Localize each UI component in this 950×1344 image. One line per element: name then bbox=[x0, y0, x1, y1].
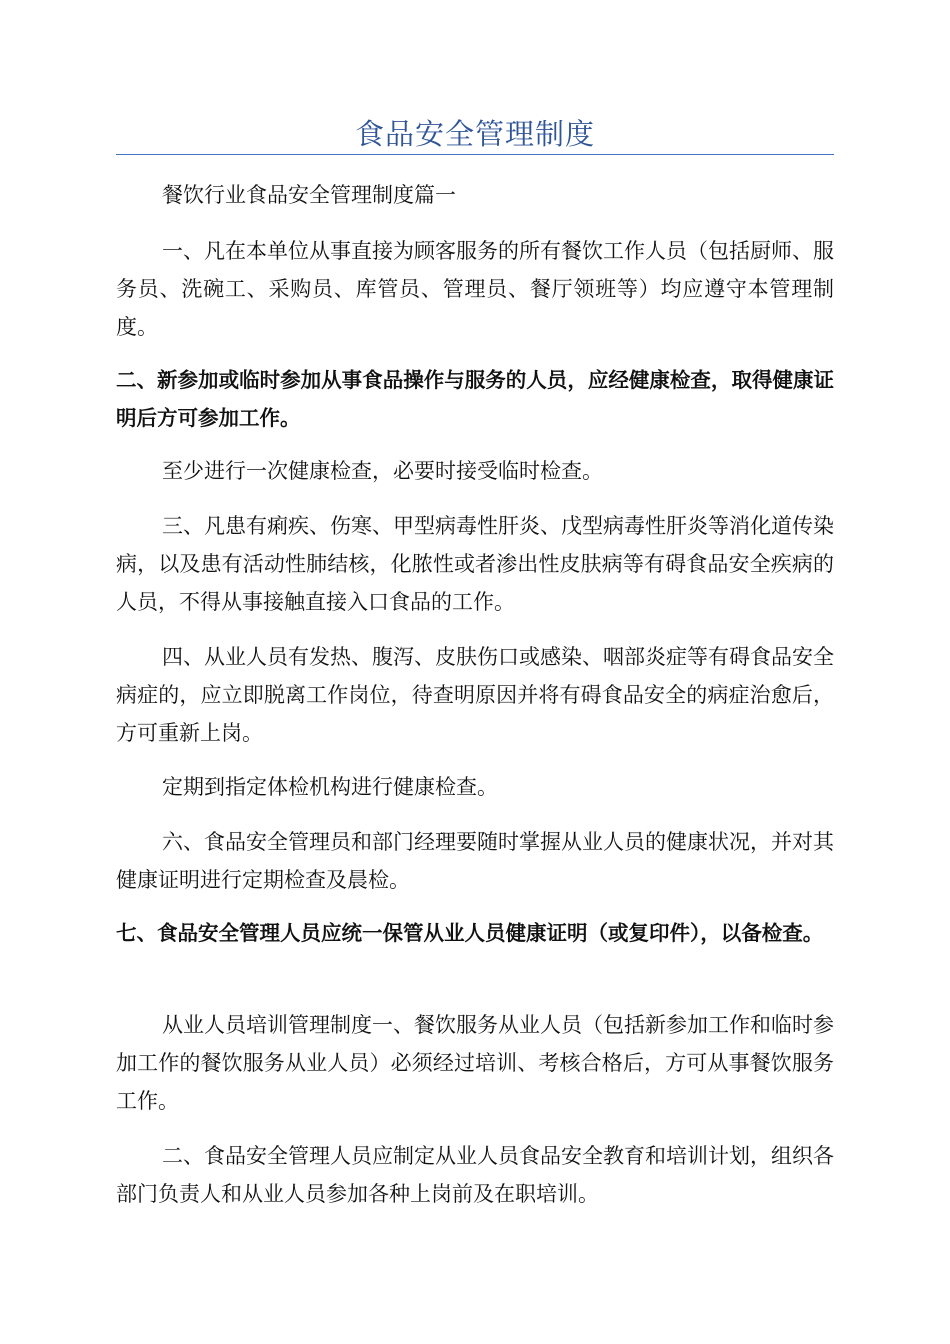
paragraph: 至少进行一次健康检查，必要时接受临时检查。 bbox=[162, 459, 603, 483]
paragraph: 三、凡患有痢疾、伤寒、甲型病毒性肝炎、戊型病毒性肝炎等消化道传染病，以及患有活动性肺结核，化脓性或者渗出性皮肤病等有碍食品安全疾病的人员，不得从事接触直接入口食品的工作。 bbox=[116, 514, 834, 614]
paragraph: 餐饮行业食品安全管理制度篇一 bbox=[162, 183, 456, 207]
paragraph: 四、从业人员有发热、腹泻、皮肤伤口或感染、咽部炎症等有碍食品安全病症的，应立即脱离工作岗位，待查明原因并将有碍食品安全的病症治愈后，方可重新上岗。 bbox=[116, 645, 834, 745]
paragraph: 从业人员培训管理制度一、餐饮服务从业人员（包括新参加工作和临时参加工作的餐饮服务从业人员）必须经过培训、考核合格后，方可从事餐饮服务工作。 bbox=[116, 1013, 834, 1113]
paragraph: 定期到指定体检机构进行健康检查。 bbox=[162, 775, 498, 799]
paragraph: 二、食品安全管理人员应制定从业人员食品安全教育和培训计划，组织各部门负责人和从业人员参加各种上岗前及在职培训。 bbox=[116, 1144, 834, 1206]
paragraph: 一、凡在本单位从事直接为顾客服务的所有餐饮工作人员（包括厨师、服务员、洗碗工、采购员、库管员、管理员、餐厅领班等）均应遵守本管理制度。 bbox=[116, 239, 834, 339]
paragraph-bold: 七、食品安全管理人员应统一保管从业人员健康证明（或复印件），以备检查。 bbox=[116, 921, 824, 945]
title-underline bbox=[116, 154, 834, 155]
page-title: 食品安全管理制度 bbox=[354, 117, 595, 151]
paragraph: 六、食品安全管理员和部门经理要随时掌握从业人员的健康状况，并对其健康证明进行定期检查及晨检。 bbox=[116, 830, 834, 892]
paragraph-bold: 二、新参加或临时参加从事食品操作与服务的人员，应经健康检查，取得健康证明后方可参加工作。 bbox=[116, 368, 834, 430]
